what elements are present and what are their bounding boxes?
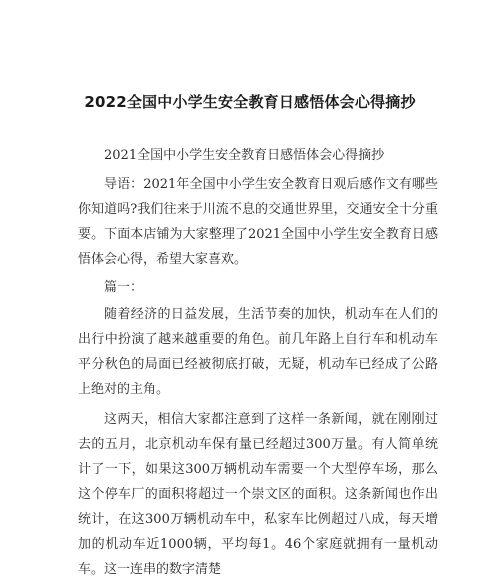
document-body: [78, 143, 438, 587]
document-title: 2022全国中小学生安全教育日感悟体会心得摘抄: [84, 93, 416, 111]
body-paragraph-2: 这两天，相信大家都注意到了这样一条新闻，就在刚刚过去的五月，北京机动车保有量已经超过300万量。有人简单统计了一下，如果这300万辆机动车需要一个大型停车场，那么这个停车厂的面积将超过一个崇文区的面积。这条新闻也作出统计，在这300万辆机动车中，私家车比例超过八成，每天增加的机动车近1000辆，平均每1。46个家庭就拥有一量机动车。这一连串的数字清楚: [78, 412, 438, 577]
section-heading: 篇一：: [104, 280, 144, 295]
intro-paragraph: 导语：2021年全国中小学生安全教育日观后感作文有哪些你知道吗?我们往来于川流不息的交通世界里，交通安全十分重要。下面本店铺为大家整理了2021全国中小学生安全教育日感悟体会心得，希望大家喜欢。: [78, 177, 438, 267]
document-subtitle: 2021全国中小学生安全教育日感悟体会心得摘抄: [104, 148, 385, 163]
body-paragraph-1: 随着经济的日益发展，生活节奏的加快，机动车在人们的出行中扮演了越来越重要的角色。前几年路上自行车和机动车平分秋色的局面已经被彻底打破，无疑，机动车已经成了公路上绝对的主角。: [78, 307, 438, 397]
